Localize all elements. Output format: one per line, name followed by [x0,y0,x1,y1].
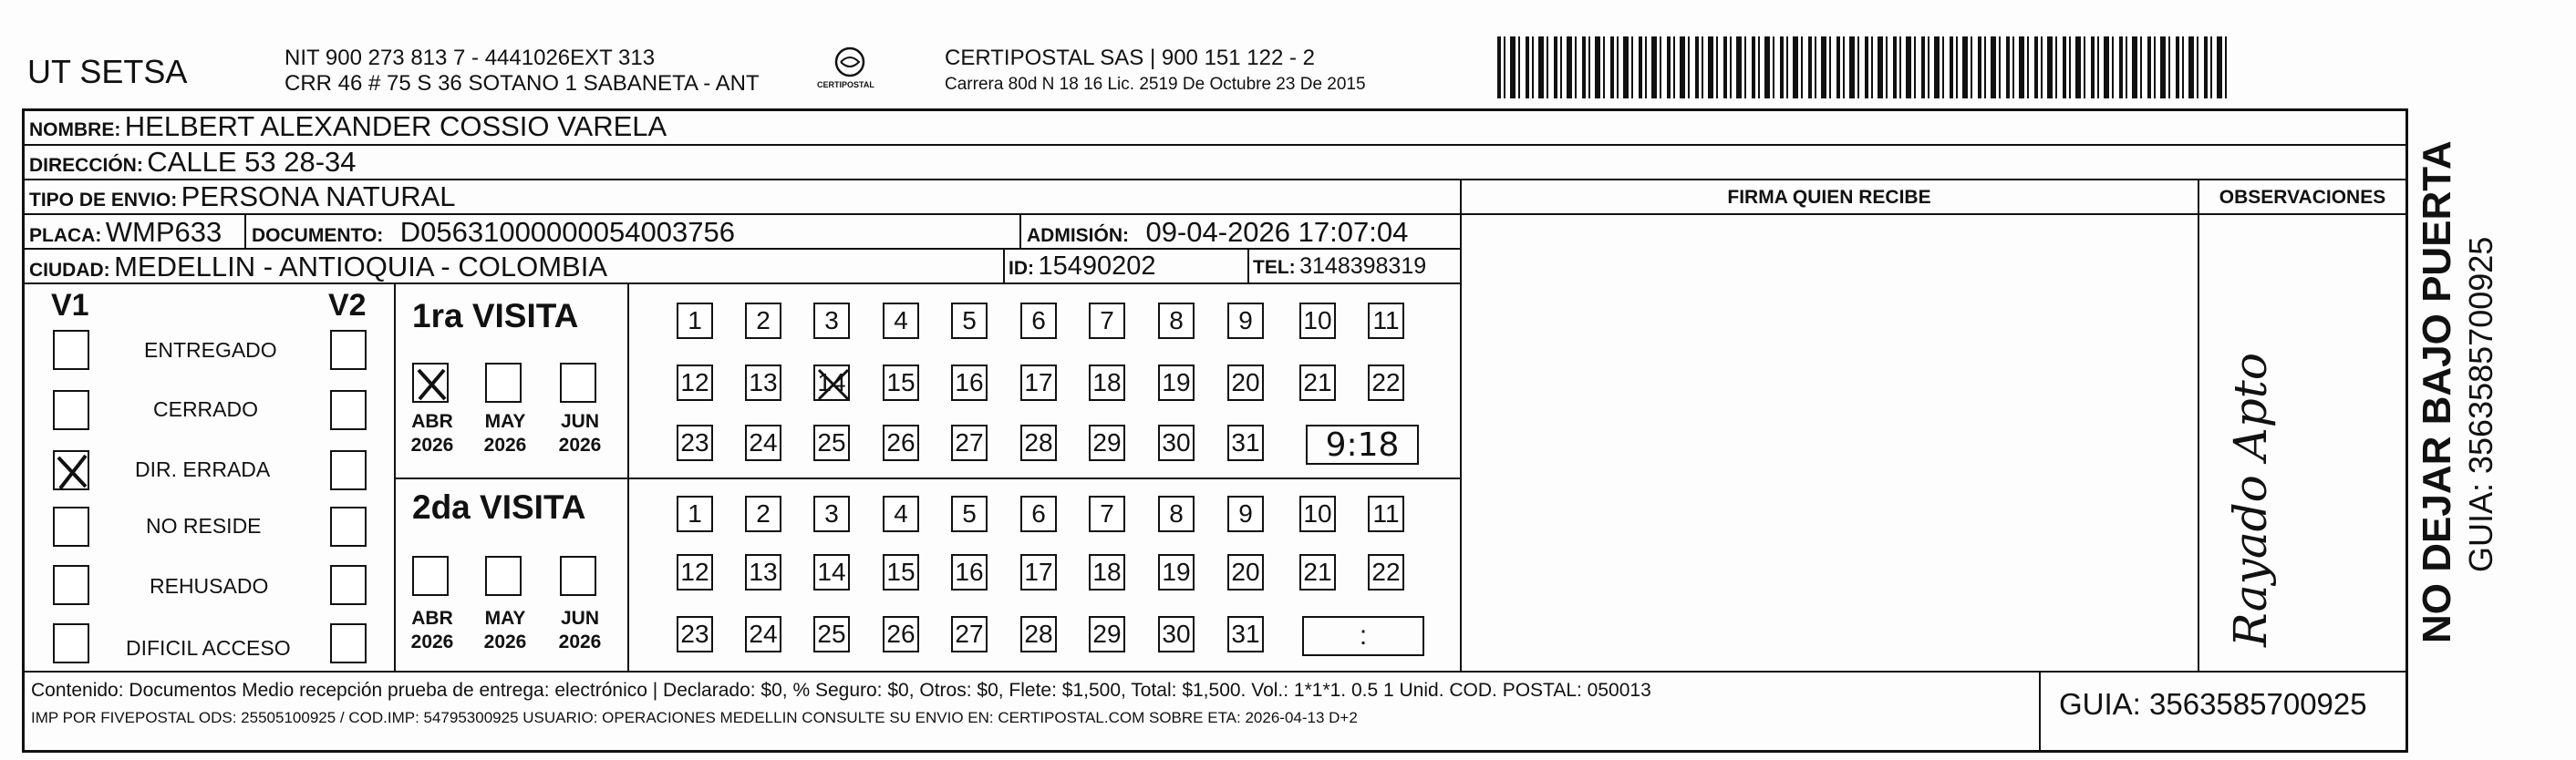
v2-checkbox-cerrado[interactable] [330,390,367,430]
nombre-value: HELBERT ALEXANDER COSSIO VARELA [124,110,667,142]
company-address: CRR 46 # 75 S 36 SOTANO 1 SABANETA - ANT [284,71,760,96]
footer-guia: GUIA: 3563585700925 [2059,687,2367,721]
tel-value: 3148398319 [1299,253,1427,279]
option-label: NO RESIDE [146,514,262,538]
visit2-day-3[interactable]: 3 [813,496,850,532]
visit2-day-28[interactable]: 28 [1020,616,1057,652]
visit1-month-abr-checkbox[interactable] [412,363,449,403]
tel-label: TEL: [1253,257,1296,278]
visit1-month-may: MAY 2026 [483,411,527,456]
tel-cell [1253,253,1426,280]
v1-checkbox-no-reside[interactable] [53,507,89,547]
visit2-month-abr-checkbox[interactable] [412,556,449,596]
visit1-day-7[interactable]: 7 [1089,303,1125,339]
ciudad-value: MEDELLIN - ANTIOQUIA - COLOMBIA [114,251,607,282]
direccion-label: DIRECCIÓN: [29,155,143,176]
visit2-day-5[interactable]: 5 [951,496,988,532]
ciudad-label: CIUDAD: [29,260,110,281]
footer-imp: IMP POR FIVEPOSTAL ODS: 25505100925 / COD.IMP: 54795300925 USUARIO: OPERACIONES MEDELLIN CONSULTE SU ENVIO EN: CERTIPOSTAL.COM SOBRE ETA: 2026-04-13 D+2 [31,709,1358,726]
visit2-day-6[interactable]: 6 [1020,496,1057,532]
visit2-day-17[interactable]: 17 [1020,554,1057,591]
id-label: ID: [1009,258,1034,279]
v2-checkbox-rehusado[interactable] [330,565,367,605]
visit2-day-11[interactable]: 11 [1368,496,1404,532]
side-guia: GUIA: 3563585700925 [2462,236,2499,572]
id-value: 15490202 [1038,252,1156,281]
v1-checkbox-dir-errada[interactable] [53,450,89,490]
company-name: UT SETSA [27,53,188,90]
visit2-day-31[interactable]: 31 [1227,616,1264,652]
direccion-value: CALLE 53 28-34 [147,146,357,178]
visit1-month-jun-checkbox[interactable] [560,363,596,403]
check-mark-icon [55,452,91,492]
visit1-day-3[interactable]: 3 [813,303,850,339]
v1-checkbox-dificil-acceso[interactable] [53,623,89,663]
v1-header: V1 [51,288,89,323]
visit2-day-29[interactable]: 29 [1089,616,1125,652]
visit1-day-28[interactable]: 28 [1020,425,1057,461]
visit1-day-2[interactable]: 2 [745,303,781,339]
cross-mark-icon [815,366,852,403]
option-label: CERRADO [153,397,259,421]
visit1-day-30[interactable]: 30 [1158,425,1195,461]
visit2-time-box[interactable]: : [1302,616,1424,656]
admision-label: ADMISIÓN: [1027,225,1129,246]
visit1-day-29[interactable]: 29 [1089,425,1125,461]
visit1-day-15[interactable]: 15 [883,365,919,401]
visit2-day-22[interactable]: 22 [1368,554,1404,591]
nombre-label: NOMBRE: [29,119,121,140]
visit2-day-24[interactable]: 24 [745,616,781,652]
logo-icon [813,44,886,98]
visit1-day-8[interactable]: 8 [1158,303,1195,339]
visit1-day-9[interactable]: 9 [1227,303,1264,339]
visit1-day-17[interactable]: 17 [1020,365,1057,401]
footer-contenido: Contenido: Documentos Medio recepción prueba de entrega: electrónico | Declarado: $0, % Seguro: $0, Otros: $0, Flete: $1,500, Total: $1,500. Vol.: 1*1*1. 0.5 1 Unid. COD. POSTAL: 050013 [31,680,1651,701]
visit1-day-13[interactable]: 13 [745,365,781,401]
visit1-month-jun: JUN 2026 [558,411,602,456]
visit1-title: 1ra VISITA [412,297,579,334]
visit2-day-25[interactable]: 25 [813,616,850,652]
visit2-day-20[interactable]: 20 [1227,554,1264,591]
visit1-day-16[interactable]: 16 [951,365,988,401]
visit2-day-21[interactable]: 21 [1299,554,1336,591]
visit1-day-24[interactable]: 24 [745,425,781,461]
v2-checkbox-dificil-acceso[interactable] [330,623,367,663]
visit2-day-18[interactable]: 18 [1089,554,1125,591]
visit2-month-abr: ABR 2026 [410,608,454,652]
visit1-day-5[interactable]: 5 [951,303,988,339]
admision-value: 09-04-2026 17:07:04 [1145,216,1409,248]
visit2-day-19[interactable]: 19 [1158,554,1195,591]
nit-line: NIT 900 273 813 7 - 4441026EXT 313 [284,46,656,70]
placa-label: PLACA: [29,225,102,246]
tipo-row [29,180,456,213]
firma-header: FIRMA QUIEN RECIBE [1727,187,1931,208]
no-dejar-bajo-puerta: NO DEJAR BAJO PUERTA [2415,140,2459,643]
visit1-day-18[interactable]: 18 [1089,365,1125,401]
visit2-day-30[interactable]: 30 [1158,616,1195,652]
visit1-day-1[interactable]: 1 [677,303,713,339]
visit1-day-11[interactable]: 11 [1368,303,1404,339]
visit2-day-9[interactable]: 9 [1227,496,1264,532]
nombre-row [29,110,667,143]
observation-handwriting: Rayado Apto [2224,353,2277,647]
certipostal-name: CERTIPOSTAL SAS | 900 151 122 - 2 [945,46,1315,70]
visit1-time-box[interactable]: 9:18 [1306,425,1419,465]
v2-checkbox-no-reside[interactable] [330,507,367,547]
visit2-month-may: MAY 2026 [483,608,527,652]
certipostal-license: Carrera 80d N 18 16 Lic. 2519 De Octubre 23 De 2015 [945,75,1366,94]
observaciones-header: OBSERVACIONES [2219,187,2386,208]
visit1-day-31[interactable]: 31 [1227,425,1264,461]
visit2-day-23[interactable]: 23 [677,616,713,652]
visit2-day-13[interactable]: 13 [745,554,781,591]
v1-checkbox-cerrado[interactable] [53,390,89,430]
logo-text: CERTIPOSTAL [817,80,874,89]
visit2-day-10[interactable]: 10 [1299,496,1336,532]
direccion-row [29,146,357,179]
check-mark-icon [414,365,450,405]
documento-label: DOCUMENTO: [252,225,384,246]
visit1-day-19[interactable]: 19 [1158,365,1195,401]
visit1-day-10[interactable]: 10 [1299,303,1336,339]
visit2-day-14[interactable]: 14 [813,554,850,591]
tipo-value: PERSONA NATURAL [181,180,456,212]
visit1-day-27[interactable]: 27 [951,425,988,461]
v1-checkbox-rehusado[interactable] [53,565,89,605]
visit2-day-4[interactable]: 4 [883,496,919,532]
visit2-title: 2da VISITA [412,488,586,526]
barcode [1497,36,2227,98]
visit1-month-may-checkbox[interactable] [485,363,522,403]
option-label: DIR. ERRADA [135,457,271,481]
visit1-day-12[interactable]: 12 [677,365,713,401]
visit1-day-22[interactable]: 22 [1368,365,1404,401]
v2-checkbox-entregado[interactable] [330,330,367,370]
visit2-day-27[interactable]: 27 [951,616,988,652]
option-label: ENTREGADO [144,338,277,362]
visit2-day-8[interactable]: 8 [1158,496,1195,532]
visit2-month-jun-checkbox[interactable] [560,556,596,596]
ciudad-cell [29,251,607,283]
placa-cell [29,216,222,249]
visit1-day-25[interactable]: 25 [813,425,850,461]
visit2-day-2[interactable]: 2 [745,496,781,532]
documento-cell [252,216,735,249]
visit1-day-26[interactable]: 26 [883,425,919,461]
option-label: DIFICIL ACCESO [126,636,291,660]
visit1-day-20[interactable]: 20 [1227,365,1264,401]
visit1-day-21[interactable]: 21 [1299,365,1336,401]
id-cell [1009,252,1155,282]
option-label: REHUSADO [150,574,269,598]
visit2-month-jun: JUN 2026 [558,608,602,652]
v2-checkbox-dir-errada[interactable] [330,450,367,490]
v1-checkbox-entregado[interactable] [53,330,89,370]
visit1-day-14[interactable] [813,365,850,401]
visit1-day-23[interactable]: 23 [677,425,713,461]
admision-cell [1027,216,1408,249]
certipostal-logo [813,44,886,98]
visit2-day-26[interactable]: 26 [883,616,919,652]
v2-header: V2 [328,288,367,323]
visit1-day-6[interactable]: 6 [1020,303,1057,339]
visit2-day-7[interactable]: 7 [1089,496,1125,532]
visit2-day-12[interactable]: 12 [677,554,713,591]
visit2-day-1[interactable]: 1 [677,496,713,532]
visit2-month-may-checkbox[interactable] [485,556,522,596]
tipo-label: TIPO DE ENVIO: [29,190,178,211]
documento-value: D05631000000054003756 [399,216,735,248]
placa-value: WMP633 [105,216,222,248]
visit1-month-abr: ABR 2026 [410,411,454,456]
visit2-day-16[interactable]: 16 [951,554,988,591]
visit2-day-15[interactable]: 15 [883,554,919,591]
day-number: 14 [817,368,846,396]
visit1-day-4[interactable]: 4 [883,303,919,339]
